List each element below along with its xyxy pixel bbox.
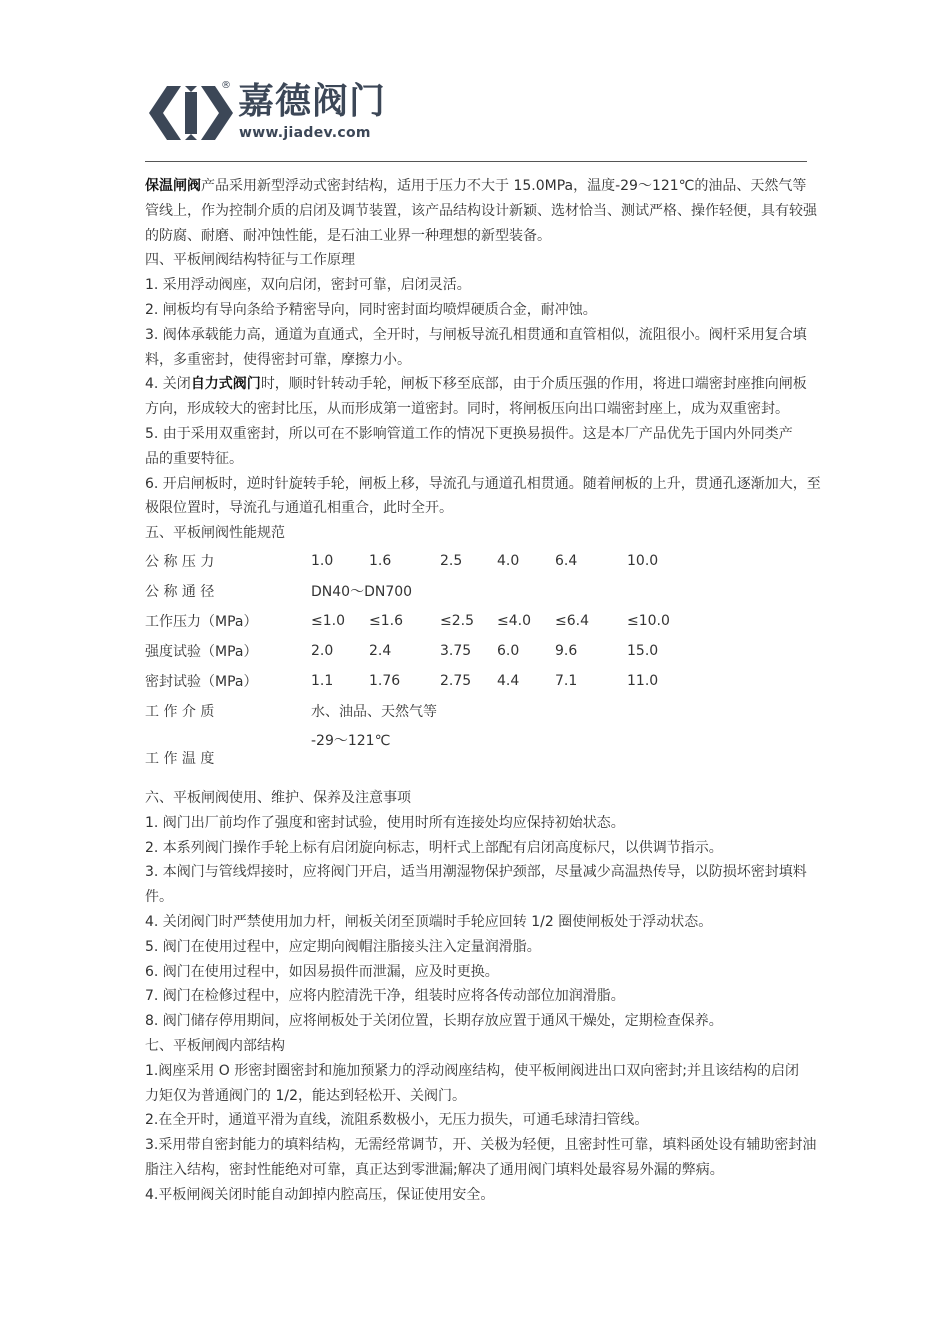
- keyword-link[interactable]: 自力式阀门: [190, 376, 261, 393]
- table-row: [145, 696, 727, 726]
- table-cell: 2.75: [440, 672, 472, 689]
- list-item: 3.采用带自密封能力的填料结构，无需经常调节，开、关极为轻便，且密封性可靠，填料函处设有辅助密封油: [145, 1137, 817, 1154]
- list-item: 2.在全开时，通道平滑为直线，流阻系数极小，无压力损失，可通毛球清扫管线。: [145, 1112, 649, 1129]
- table-cell: 1.6: [369, 552, 392, 569]
- brand-logo: [145, 80, 405, 150]
- table-cell: 9.6: [555, 642, 578, 659]
- table-row: [145, 636, 727, 666]
- table-row: [145, 726, 727, 772]
- list-item: 4. 关闭阀门时严禁使用加力杆，闸板关闭至顶端时手轮应回转 1/2 圈使闸板处于浮动状态。: [145, 913, 713, 930]
- row-label: 强度试验（MPa）: [145, 643, 258, 660]
- list-item: 3. 本阀门与管线焊接时，应将阀门开启，适当用潮湿物保护颈部，尽量减少高温热传导，以防损坏密封填料: [145, 864, 807, 881]
- brand-url: www.jiadev.com: [239, 125, 371, 141]
- table-cell: ≤2.5: [440, 612, 474, 629]
- jd-diamond-logo-icon: [145, 82, 237, 144]
- table-row: [145, 576, 727, 606]
- table-cell: 1.0: [311, 552, 334, 569]
- list-item: 5. 由于采用双重密封，所以可在不影响管道工作的情况下更换易损件。这是本厂产品优先于国内外同类产: [145, 425, 793, 442]
- list-item: 脂注入结构，密封性能绝对可靠，真正达到零泄漏;解决了通用阀门填料处最容易外漏的弊病。: [145, 1161, 724, 1178]
- table-cell: 6.4: [555, 552, 578, 569]
- keyword-link[interactable]: 保温闸阀: [145, 178, 201, 194]
- section-title: 四、平板闸阀结构特征与工作原理: [145, 252, 355, 269]
- table-cell: ≤1.0: [311, 612, 345, 629]
- section-title: 六、平板闸阀使用、维护、保养及注意事项: [145, 789, 411, 806]
- list-item: 1. 阀门出厂前均作了强度和密封试验，使用时所有连接处均应保持初始状态。: [145, 814, 625, 831]
- list-item: 力矩仅为普通阀门的 1/2，能达到轻松开、关阀门。: [145, 1087, 466, 1104]
- intro-line: 管线上，作为控制介质的启闭及调节装置，该产品结构设计新颖、选材恰当、测试严格、操作轻便，具有较强: [145, 202, 817, 219]
- list-item: 极限位置时，导流孔与通道孔相重合，此时全开。: [145, 500, 453, 517]
- brand-name: 嘉德阀门: [238, 81, 387, 122]
- table-row: [145, 606, 727, 636]
- header-divider: [145, 161, 807, 162]
- table-cell: ≤1.6: [369, 612, 403, 629]
- list-item: 6. 开启闸板时，逆时针旋转手轮，闸板上移，导流孔与通道孔相贯通。随着闸板的上升，贯通孔逐渐加大，至: [145, 475, 821, 492]
- row-label: 工 作 介 质: [145, 703, 215, 720]
- table-cell: 4.0: [497, 552, 520, 569]
- list-item: 品的重要特征。: [145, 450, 243, 467]
- table-cell: DN40～DN700: [311, 583, 413, 600]
- list-item: 2. 本系列阀门操作手轮上标有启闭旋向标志，明杆式上部配有启闭高度标尺，以供调节指示。: [145, 839, 723, 856]
- list-item: 4. 关闭自力式阀门时，顺时针转动手轮，闸板下移至底部，由于介质压强的作用，将进口端密封座推向闸板: [145, 376, 807, 393]
- table-cell: 2.4: [369, 642, 392, 659]
- intro-line: 的防腐、耐磨、耐冲蚀性能，是石油工业界一种理想的新型装备。: [145, 227, 551, 244]
- table-row: [145, 546, 727, 576]
- list-item: 方向，形成较大的密封比压，从而形成第一道密封。同时，将闸板压向出口端密封座上，成为双重密封。: [145, 401, 789, 418]
- table-cell: 15.0: [627, 642, 659, 659]
- table-cell: 4.4: [497, 672, 520, 689]
- table-cell: 7.1: [555, 672, 578, 689]
- section-title: 七、平板闸阀内部结构: [145, 1037, 285, 1054]
- table-cell: 10.0: [627, 552, 659, 569]
- intro-line: 保温闸阀产品采用新型浮动式密封结构，适用于压力不大于 15.0MPa，温度-29～121℃的油品、天然气等: [145, 178, 807, 194]
- table-row: [145, 666, 727, 696]
- section-title: 五、平板闸阀性能规范: [145, 525, 285, 542]
- list-item: 4.平板闸阀关闭时能自动卸掉内腔高压，保证使用安全。: [145, 1186, 495, 1203]
- list-item: 2. 闸板均有导向条给予精密导向，同时密封面均喷焊硬质合金，耐冲蚀。: [145, 301, 597, 318]
- table-cell: -29～121℃: [311, 732, 391, 749]
- table-cell: 1.1: [311, 672, 334, 689]
- table-cell: 3.75: [440, 642, 472, 659]
- list-item: 8. 阀门储存停用期间，应将闸板处于关闭位置，长期存放应置于通风干燥处，定期检查保养。: [145, 1013, 723, 1030]
- list-item: 1.阀座采用 O 形密封圈密封和施加预紧力的浮动阀座结构，使平板闸阀进出口双向密封;并且该结构的启闭: [145, 1062, 799, 1079]
- table-cell: ≤6.4: [555, 612, 589, 629]
- row-label: 密封试验（MPa）: [145, 673, 258, 690]
- list-item: 5. 阀门在使用过程中，应定期向阀帽注脂接头注入定量润滑脂。: [145, 938, 541, 955]
- row-label: 工 作 温 度: [145, 750, 215, 767]
- spec-table: [145, 546, 727, 772]
- list-item: 料，多重密封，使得密封可靠，摩擦力小。: [145, 351, 411, 368]
- table-cell: ≤10.0: [627, 612, 670, 629]
- list-item: 6. 阀门在使用过程中，如因易损件而泄漏，应及时更换。: [145, 963, 499, 980]
- list-item: 1. 采用浮动阀座，双向启闭，密封可靠，启闭灵活。: [145, 277, 471, 294]
- article-body: [145, 174, 821, 1208]
- registered-mark: ®: [221, 80, 231, 91]
- table-cell: 6.0: [497, 642, 520, 659]
- row-label: 工作压力（MPa）: [145, 613, 258, 630]
- table-cell: ≤4.0: [497, 612, 531, 629]
- row-label: 公 称 通 径: [145, 583, 215, 600]
- table-cell: 水、油品、天然气等: [311, 703, 437, 720]
- list-item: 7. 阀门在检修过程中，应将内腔清洗干净，组装时应将各传动部位加润滑脂。: [145, 988, 625, 1005]
- table-cell: 11.0: [627, 672, 659, 689]
- spacer: [145, 772, 807, 786]
- row-label: 公 称 压 力: [145, 553, 215, 570]
- list-item: 件。: [145, 889, 173, 906]
- table-cell: 1.76: [369, 672, 401, 689]
- table-cell: 2.0: [311, 642, 334, 659]
- list-item: 3. 阀体承载能力高，通道为直通式，全开时，与闸板导流孔相贯通和直管相似，流阻很小。阀杆采用复合填: [145, 326, 807, 343]
- table-cell: 2.5: [440, 552, 463, 569]
